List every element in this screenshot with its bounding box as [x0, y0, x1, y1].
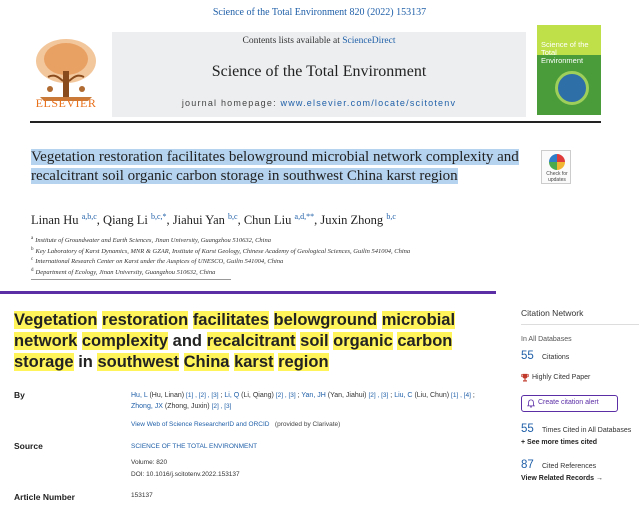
- search-term-highlight: karst: [234, 353, 274, 371]
- title-text: [269, 311, 274, 329]
- journal-citation-header[interactable]: Science of the Total Environment 820 (2022) 153137: [212, 7, 427, 18]
- author-affiliation-marker[interactable]: b,c: [228, 212, 238, 221]
- affiliation-marker: d: [31, 267, 34, 273]
- author-affiliation-marker[interactable]: a,b,c: [81, 212, 97, 221]
- doi-value: DOI: 10.1016/j.scitotenv.2022.153137: [131, 471, 240, 478]
- source-journal-link[interactable]: SCIENCE OF THE TOTAL ENVIRONMENT: [131, 443, 258, 450]
- author-name: Jiahui Yan: [172, 213, 225, 228]
- author-address-refs[interactable]: [1] , [2] , [3]: [186, 392, 219, 399]
- wos-record-page: [0, 291, 639, 511]
- search-term-highlight: facilitates: [192, 311, 269, 329]
- contents-available-line: [112, 36, 526, 46]
- search-term-highlight: restoration: [102, 311, 189, 329]
- title-text: in: [73, 353, 98, 371]
- search-term-highlight: storage: [14, 353, 74, 371]
- citation-network-divider: [521, 324, 639, 325]
- search-term-highlight: network: [14, 332, 78, 350]
- citation-network-heading: Citation Network: [521, 308, 584, 318]
- author-full-name: (Liu, Chun): [414, 392, 450, 399]
- author-name: Juxin Zhong: [320, 213, 384, 228]
- author-name: Chun Liu: [243, 213, 292, 228]
- cited-references-label: Cited References: [542, 463, 597, 470]
- cover-title: Science of the Total Environment: [541, 40, 589, 65]
- author-affiliation-marker[interactable]: b,c: [386, 212, 396, 221]
- volume-value: Volume: 820: [131, 459, 168, 466]
- record-author-list: [131, 390, 491, 412]
- record-author: Yan, JH (Yan, Jiahui) [2] , [3] ;: [301, 392, 395, 399]
- affiliation-text: International Research Center on Karst under the Auspices of UNESCO, Guilin 541004, China: [35, 258, 284, 266]
- affiliation-marker: c: [31, 257, 34, 263]
- author-full-name: (Yan, Jiahui): [327, 392, 367, 399]
- title-text: [377, 311, 382, 329]
- create-citation-alert-button[interactable]: [521, 395, 618, 412]
- search-term-highlight: microbial: [381, 311, 456, 329]
- search-term-highlight: southwest: [97, 353, 180, 371]
- author-link[interactable]: Li, Q: [224, 392, 240, 399]
- author-link[interactable]: Yan, JH: [301, 392, 326, 399]
- bell-icon: [527, 399, 535, 408]
- researcher-id-line: [131, 421, 340, 428]
- homepage-link[interactable]: www.elsevier.com/locate/scitotenv: [280, 98, 457, 108]
- see-more-times-cited-link[interactable]: + See more times cited: [521, 439, 598, 446]
- article-title-text: Vegetation restoration facilitates belowground microbial network complexity and recalcitrant soil organic carbon storage in southwest China karst region: [31, 149, 519, 184]
- affiliation-list: [31, 235, 591, 278]
- affiliation-item: [31, 256, 591, 267]
- article-title[interactable]: [31, 148, 521, 186]
- record-author: Li, Q (Li, Qiang) [2] , [3] ;: [224, 392, 302, 399]
- publisher-name: ELSEVIER: [35, 96, 97, 110]
- affiliation-item: [31, 246, 591, 257]
- article-number-value: 153137: [131, 492, 153, 499]
- affiliation-text: Department of Ecology, Jinan University, Guangzhou 510632, China: [35, 269, 216, 277]
- search-term-highlight: carbon: [397, 332, 453, 350]
- affiliation-marker: a: [31, 236, 34, 241]
- highly-cited-label: Highly Cited Paper: [532, 374, 591, 381]
- by-label: By: [14, 390, 25, 400]
- author-list: Linan Hu $^{a,b,c}$, Qiang Li $^{b,c,*}$, Jiahui Yan $^{b,c}$, Chun Liu $^{a,d,**}$, Juxin Zhong $^{b,c}$: [31, 212, 396, 228]
- citations-label: Citations: [542, 354, 570, 361]
- author-name: Linan Hu: [31, 213, 79, 228]
- citations-count[interactable]: 55: [521, 350, 534, 362]
- article-number-label: Article Number: [14, 492, 75, 502]
- check-updates-icon: [549, 154, 565, 170]
- search-term-highlight: China: [183, 353, 230, 371]
- trophy-icon: [521, 373, 529, 382]
- author-affiliation-marker[interactable]: b,c,*: [150, 212, 167, 221]
- author-address-refs[interactable]: [1] , [4]: [451, 392, 471, 399]
- affiliation-text: Key Laboratory of Karst Dynamics, MNR & GZAR, Institute of Karst Geology, Chinese Academy of Geological Sciences, Guilin 541004, China: [35, 247, 411, 255]
- author-full-name: (Hu, Linan): [149, 392, 185, 399]
- author-link[interactable]: Hu, L: [131, 392, 148, 399]
- record-author: Hu, L (Hu, Linan) [1] , [2] , [3] ;: [131, 392, 225, 399]
- author-name: Qiang Li: [103, 213, 148, 228]
- contents-prefix: Contents lists available at: [242, 36, 343, 46]
- affiliation-item: [31, 267, 591, 278]
- homepage-prefix: journal homepage:: [181, 98, 281, 108]
- affiliation-text: Institute of Groundwater and Earth Sciences, Jinan University, Guangzhou 510632, China: [35, 237, 271, 245]
- sciencedirect-link[interactable]: ScienceDirect: [342, 36, 396, 46]
- view-related-records-link[interactable]: View Related Records →: [521, 475, 603, 482]
- journal-cover-image: [537, 25, 601, 115]
- header-divider: [30, 121, 601, 123]
- citation-network-panel: [507, 291, 639, 511]
- author-address-refs[interactable]: [2] , [3]: [368, 392, 389, 399]
- search-term-highlight: belowground: [273, 311, 378, 329]
- author-affiliation-marker[interactable]: a,d,**: [294, 212, 315, 221]
- author-link[interactable]: Zhong, JX: [131, 403, 163, 410]
- author-link[interactable]: Liu, C: [394, 392, 413, 399]
- source-label: Source: [14, 441, 43, 451]
- search-term-highlight: complexity: [81, 332, 169, 350]
- provided-by-note: (provided by Clarivate): [274, 421, 341, 428]
- times-cited-count[interactable]: 55: [521, 423, 534, 435]
- affiliation-divider: [31, 279, 231, 280]
- search-term-highlight: recalcitrant: [206, 332, 296, 350]
- cover-globe-graphic: [555, 71, 589, 105]
- author-full-name: (Li, Qiang): [241, 392, 274, 399]
- author-full-name: (Zhong, Juxin): [164, 403, 210, 410]
- record-author: Liu, C (Liu, Chun) [1] , [4] ;: [394, 392, 475, 399]
- check-updates-label: Check for updates: [546, 171, 568, 183]
- author-address-refs[interactable]: [2] , [3]: [211, 403, 232, 410]
- in-all-databases-label: In All Databases: [521, 336, 572, 343]
- journal-homepage-line: [112, 98, 526, 108]
- record-author: [131, 403, 231, 410]
- record-title[interactable]: [14, 310, 484, 373]
- journal-title: Science of the Total Environment: [211, 63, 427, 80]
- search-term-highlight: Vegetation: [14, 311, 98, 329]
- cited-references-count[interactable]: 87: [521, 459, 534, 471]
- title-text: [179, 353, 184, 371]
- affiliation-marker: b: [31, 246, 34, 252]
- affiliation-item: [31, 235, 591, 246]
- check-for-updates-badge[interactable]: [541, 150, 571, 184]
- search-term-highlight: region: [278, 353, 329, 371]
- author-address-refs[interactable]: [2] , [3]: [275, 392, 296, 399]
- search-term-highlight: soil: [300, 332, 329, 350]
- researcher-id-link[interactable]: View Web of Science ResearcherID and ORCID: [131, 421, 270, 428]
- journal-masthead: [112, 32, 526, 117]
- record-card: [0, 291, 496, 511]
- search-term-highlight: organic: [333, 332, 393, 350]
- create-citation-alert-label: Create citation alert: [538, 399, 599, 406]
- title-text: and: [168, 332, 207, 350]
- times-cited-label: Times Cited in All Databases: [542, 427, 632, 434]
